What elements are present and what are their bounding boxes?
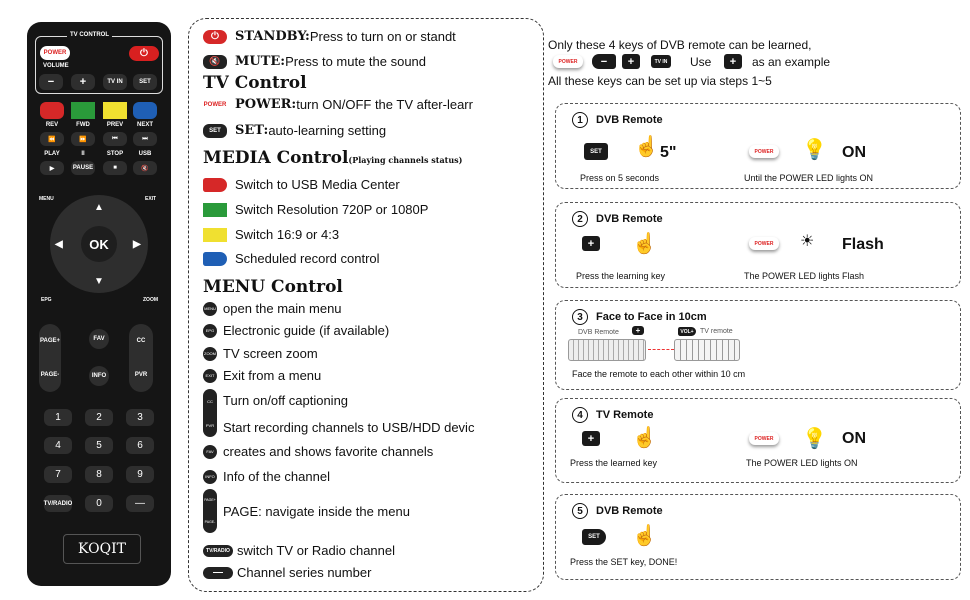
media-control-subtitle: (Playing channels status) (348, 155, 463, 165)
menu-key-icon: MENU (203, 302, 217, 316)
usb-label: USB (138, 151, 152, 157)
step-number: 4 (572, 407, 588, 423)
ir-beam-line (648, 349, 674, 350)
exit-button: EXIT (145, 196, 157, 202)
tv-remote-illustration (674, 339, 740, 361)
press-hand-icon: ☝ (632, 233, 657, 255)
step-title-text: DVB Remote (596, 213, 663, 225)
dash-key: — (126, 495, 154, 512)
ok-button: OK (81, 226, 117, 262)
pvr-key: PVR (205, 422, 215, 428)
number-key-2: 2 (85, 409, 113, 426)
next-icon: ⏭ (133, 132, 157, 146)
status-label: Flash (842, 236, 884, 253)
step-number: 5 (572, 503, 588, 519)
tv-radio-row (203, 543, 533, 558)
step-title (572, 112, 663, 128)
step-title-text: DVB Remote (596, 114, 663, 126)
learnable-plus-key: + (622, 54, 640, 69)
menu-button: MENU (39, 196, 54, 202)
yellow-key-icon (203, 228, 227, 242)
intro-line-2: All these keys can be set up via steps 1~5 (548, 74, 772, 88)
standby-title: STANDBY: (235, 29, 310, 44)
remote-control-image (27, 22, 171, 586)
number-key-7: 7 (44, 466, 72, 483)
power-text: turn ON/OFF the TV after-learr (296, 97, 473, 112)
dvb-remote-label: DVB Remote (578, 329, 619, 336)
media-control-heading (203, 148, 462, 168)
plus-key: + (582, 431, 600, 446)
media-row-green (203, 202, 533, 217)
page-up-key: PAGE+ (204, 498, 216, 502)
cc-pvr-key-icon (203, 389, 217, 437)
blue-key-icon (203, 252, 227, 266)
page-down-label: PAGE- (40, 372, 60, 378)
info-key-icon: INFO (203, 470, 217, 484)
standby-row (203, 29, 533, 44)
step-caption-1: Press on 5 seconds (580, 173, 660, 183)
tv-in-button: TV IN (103, 74, 127, 90)
step-title-text: DVB Remote (596, 505, 663, 517)
intro-line-1: Only these 4 keys of DVB remote can be learned, (548, 38, 812, 52)
plus-key: + (632, 326, 644, 335)
power-button: POWER (40, 46, 70, 60)
number-key-0: 0 (85, 495, 113, 512)
zoom-button: ZOOM (143, 297, 158, 303)
set-key: SET (584, 143, 608, 160)
media-control-title: MEDIA Control (203, 148, 349, 168)
plus-key: + (582, 236, 600, 251)
example-label: as an example (752, 55, 831, 69)
status-label: ON (842, 144, 866, 161)
led-on-icon: 💡 (802, 428, 827, 450)
info-text: Info of the channel (223, 469, 330, 484)
step-title (572, 407, 653, 423)
cc-row (223, 393, 553, 408)
page-key-icon (203, 489, 217, 533)
led-on-icon: 💡 (802, 139, 827, 161)
power-key: POWER (203, 98, 227, 112)
red-button (40, 102, 64, 119)
press-hand-icon: ☝ (632, 525, 657, 547)
number-key-4: 4 (44, 437, 72, 454)
green-key-icon (203, 203, 227, 217)
dash-key-icon: — (203, 567, 233, 579)
menu-text: open the main menu (223, 301, 342, 316)
step-caption-1: Press the learning key (576, 271, 666, 281)
left-arrow-icon: ◀ (55, 239, 63, 250)
stop-label: STOP (106, 151, 124, 157)
standby-text: Press to turn on or standt (309, 29, 456, 44)
page-row (223, 504, 553, 519)
set-row (203, 123, 533, 138)
mute-text: Press to mute the sound (285, 54, 427, 69)
cc-text: Turn on/off captioning (223, 393, 349, 408)
fav-text: creates and shows favorite channels (223, 444, 434, 459)
step-number: 3 (572, 309, 588, 325)
cc-label: CC (136, 338, 146, 344)
power-key: POWER (749, 432, 779, 445)
step-title (572, 211, 663, 227)
volume-up-button: + (71, 74, 95, 90)
media-row-blue (203, 251, 533, 266)
cc-key: CC (207, 398, 213, 404)
tv-radio-text: switch TV or Radio channel (237, 543, 396, 558)
media-row-red (203, 177, 533, 192)
menu-row (203, 301, 533, 316)
step-title-text: Face to Face in 10cm (596, 311, 707, 323)
tv-control-label: TV CONTROL (67, 32, 112, 38)
media-text: Switch 16:9 or 4:3 (235, 227, 340, 242)
step-1 (555, 103, 961, 189)
red-key-icon (203, 178, 227, 192)
brand-logo: KOQIT (63, 534, 141, 564)
step-number: 2 (572, 211, 588, 227)
learnable-minus-key: − (592, 54, 616, 69)
dvb-remote-illustration (568, 339, 646, 361)
mute-icon: 🔇 (133, 161, 157, 175)
cc-pvr-rocker (129, 324, 153, 392)
zoom-key-icon: ZOOM (203, 347, 217, 361)
play-icon: ▶ (40, 161, 64, 175)
info-button: INFO (89, 366, 109, 386)
step-caption-1: Press the learned key (570, 458, 658, 468)
mute-title: MUTE: (235, 54, 286, 69)
number-key-9: 9 (126, 466, 154, 483)
fav-row (203, 444, 533, 459)
step-5 (555, 494, 961, 580)
step-caption-2: Until the POWER LED lights ON (744, 173, 874, 183)
power-key: POWER (749, 145, 779, 158)
media-text: Scheduled record control (235, 251, 380, 266)
green-button (71, 102, 95, 119)
set-button: SET (133, 74, 157, 90)
mute-icon: 🔇 (203, 55, 227, 69)
media-row-yellow (203, 227, 533, 242)
number-key-6: 6 (126, 437, 154, 454)
standby-button: ⏻ (129, 46, 159, 61)
tv-control-heading: TV Control (203, 73, 307, 93)
step-caption-1: Press the SET key, DONE! (570, 557, 678, 567)
timer-press-hand-icon: ☝ (634, 136, 659, 158)
previous-icon: ⏮ (103, 132, 127, 146)
learnable-power-key: POWER (553, 55, 583, 68)
rewind-icon: ⏪ (40, 132, 64, 146)
number-key-5: 5 (85, 437, 113, 454)
epg-text: Electronic guide (if available) (223, 323, 390, 338)
standby-icon: ⏻ (203, 30, 227, 44)
number-key-8: 8 (85, 466, 113, 483)
yellow-button (103, 102, 127, 119)
status-label: ON (842, 430, 866, 447)
page-rocker (39, 324, 61, 392)
led-flash-icon: ☀ (800, 233, 815, 250)
learnable-tv-in-key: TV IN (651, 55, 671, 68)
stop-icon: ■ (103, 161, 127, 175)
down-arrow-icon: ▼ (94, 276, 104, 287)
dash-text: Channel series number (237, 565, 372, 580)
set-text: auto-learning setting (268, 123, 387, 138)
press-hand-icon: ☝ (632, 427, 657, 449)
play-label: PLAY (44, 151, 60, 157)
page-text: PAGE: navigate inside the menu (223, 504, 410, 519)
pvr-text: Start recording channels to USB/HDD devic (223, 420, 475, 435)
media-text: Switch Resolution 720P or 1080P (235, 202, 429, 217)
step-title (572, 309, 707, 325)
pause-label: II (81, 151, 85, 157)
fav-key-icon: FAV (203, 445, 217, 459)
exit-row (203, 368, 533, 383)
info-row (203, 469, 533, 484)
tv-radio-key-icon: TV/RADIO (203, 545, 233, 557)
exit-text: Exit from a menu (223, 368, 322, 383)
zoom-row (203, 346, 533, 361)
prev-label: PREV (106, 122, 124, 128)
step-caption-2: The POWER LED lights Flash (744, 271, 865, 281)
page-down-key: PAGE- (204, 520, 216, 524)
set-title: SET: (235, 123, 269, 138)
step-4 (555, 398, 961, 483)
step-caption-1: Face the remote to each other within 10 cm (572, 369, 746, 379)
step-2 (555, 202, 961, 288)
media-text: Switch to USB Media Center (235, 177, 400, 192)
use-label: Use (690, 55, 712, 69)
set-key: SET (582, 529, 606, 545)
fwd-label: FWD (76, 122, 90, 128)
exit-key-icon: EXIT (203, 369, 217, 383)
vol-up-key: VOL+ (678, 327, 696, 336)
number-key-3: 3 (126, 409, 154, 426)
rev-label: REV (45, 122, 59, 128)
set-key: SET (203, 124, 227, 138)
tv-remote-label: TV remote (700, 328, 733, 335)
step-title-text: TV Remote (596, 409, 654, 421)
next-label: NEXT (136, 122, 153, 128)
fav-button: FAV (89, 329, 109, 349)
fast-forward-icon: ⏩ (71, 132, 95, 146)
step-caption-2: The POWER LED lights ON (746, 458, 858, 468)
step-title (572, 503, 663, 519)
blue-button (133, 102, 157, 119)
power-row (203, 97, 533, 112)
up-arrow-icon: ▲ (94, 202, 104, 213)
pvr-row (223, 420, 539, 435)
step-3 (555, 300, 961, 390)
menu-control-heading: MENU Control (203, 277, 343, 297)
key-legend-panel (188, 18, 544, 592)
mute-row (203, 54, 533, 69)
number-key-1: 1 (44, 409, 72, 426)
step-number: 1 (572, 112, 588, 128)
volume-down-button: − (39, 74, 63, 90)
epg-key-icon: EPG (203, 324, 217, 338)
dash-row (203, 565, 533, 580)
right-arrow-icon: ▶ (133, 239, 141, 250)
page-up-label: PAGE+ (39, 338, 61, 344)
zoom-text: TV screen zoom (223, 346, 318, 361)
pause-button: PAUSE (71, 161, 95, 175)
epg-button: EPG (41, 297, 52, 303)
power-title: POWER: (235, 97, 297, 112)
tv-radio-key: TV/RADIO (44, 495, 72, 512)
pvr-label: PVR (134, 372, 148, 378)
epg-row (203, 323, 533, 338)
volume-label: VOLUME (43, 63, 69, 69)
seconds-label: 5" (660, 144, 677, 161)
example-plus-key: + (724, 54, 742, 69)
power-key: POWER (749, 237, 779, 250)
